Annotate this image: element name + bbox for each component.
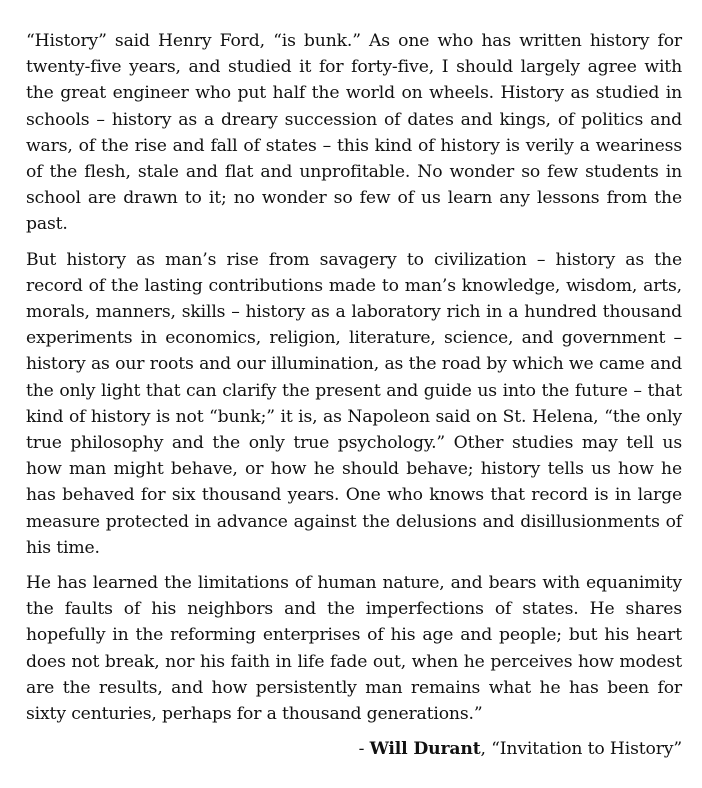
quote-attribution xyxy=(26,736,682,762)
attribution-dash: - xyxy=(358,739,370,760)
quote-paragraph-3: He has learned the limitations of human nature, and bears with equanimity the faults of his neighbors and the imperfections of states. He shares hopefully in the reforming enterprises of his age and people; but his heart does not break, nor his faith in life fade out, when he perceives how modest are the results, and how persistently man remains what he has been for sixty centuries, perhaps for a thousand generations.” xyxy=(26,573,682,725)
attribution-separator: , xyxy=(480,739,492,760)
quote-paragraph-2: But history as man’s rise from savagery to civilization – history as the record of the lasting contributions made to man’s knowledge, wisdom, arts, morals, manners, skills – history as a laboratory rich in a hundred thousand experiments in economics, religion, literature, science, and government – history as our roots and our illumination, as the road by which we came and the only light that can clarify the present and guide us into the future – that kind of history is not “bunk;” it is, as Napoleon said on St. Helena, “the only true philosophy and the only true psychology.” Other studies may tell us how man might behave, or how he should behave; history tells us how he has behaved for six thousand years. One who knows that record is in large measure protected in advance against the delusions and disillusionments of his time. xyxy=(26,249,682,558)
quote-paragraph-1: “History” said Henry Ford, “is bunk.” As one who has written history for twenty-five years, and studied it for forty-five, I should largely agree with the great engineer who put half the world on wheels. History as studied in schools – history as a dreary succession of dates and kings, of politics and wars, of the rise and fall of states – this kind of history is verily a weariness of the flesh, stale and flat and unprofitable. No wonder so few students in school are drawn to it; no wonder so few of us learn any lessons from the past. xyxy=(26,31,682,235)
author-name: Will Durant xyxy=(369,739,481,760)
quote-document xyxy=(26,28,682,762)
source-title: “Invitation to History” xyxy=(491,739,682,760)
